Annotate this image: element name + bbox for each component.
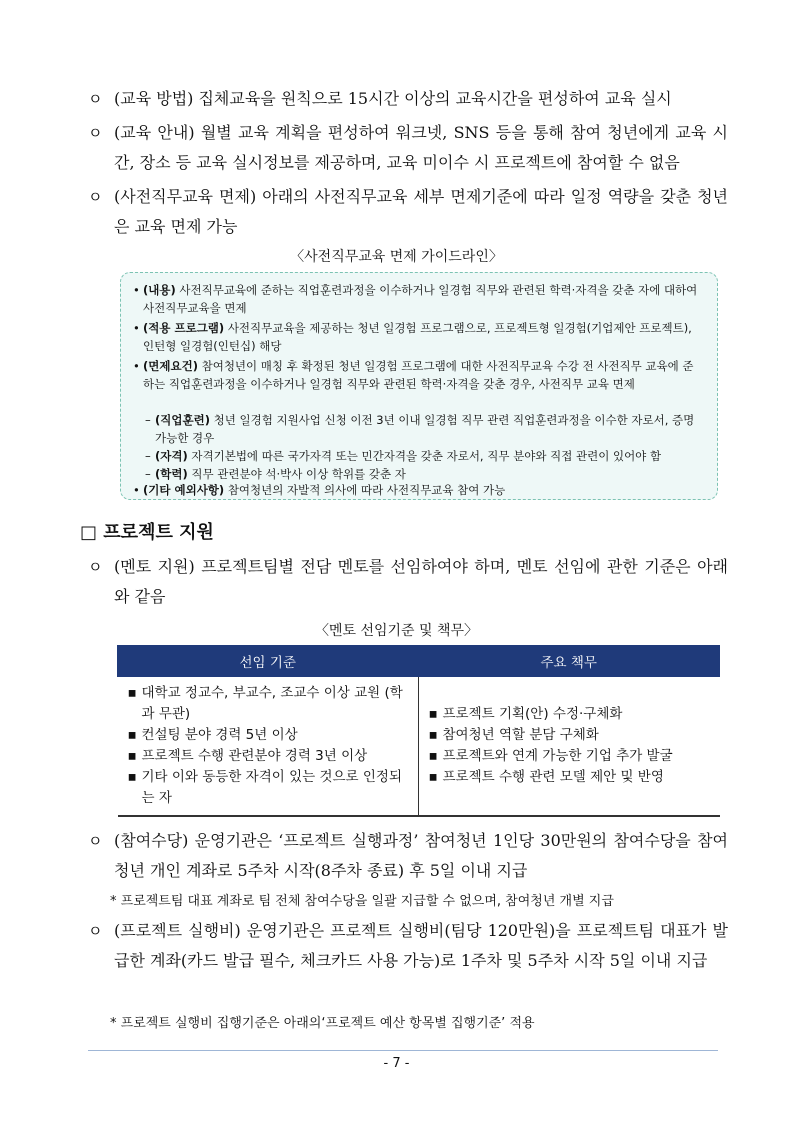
guide-subitem-text: 청년 일경험 지원사업 신청 이전 3년 이내 일경험 직무 관련 직업훈련과정을 이수한 자로서, 증명 가능한 경우: [155, 413, 695, 445]
criteria-item: ▪ 대학교 정교수, 부교수, 조교수 이상 교원 (학과 무관): [128, 683, 408, 725]
bullet-marker: ㅇ: [88, 558, 103, 576]
criteria-item: ▪ 컨설팅 분야 경력 5년 이상: [128, 725, 408, 746]
duty-item: ▪ 프로젝트 기획(안) 수정·구체화: [429, 704, 710, 725]
guide-subitem: – (직업훈련) 청년 일경험 지원사업 신청 이전 3년 이내 일경험 직무 관련 직업훈련과정을 이수한 자로서, 증명 가능한 경우: [145, 413, 695, 445]
mentor-table: [117, 645, 720, 817]
guide-item: • (기타 예외사항) 참여청년의 자발적 의사에 따라 사전직무교육 참여 가능: [133, 483, 506, 497]
guide-item-text: 참여청년이 매칭 후 확정된 청년 일경험 프로그램에 대한 사전직무교육 수강 전 사전직무 교육에 준하는 직업훈련과정을 이수하거나 일경험 직무와 관련된 학력·자격을 갖춘 경우, 사전직무 교육 면제: [143, 359, 694, 391]
paragraph-exemption: [88, 182, 728, 242]
paragraph-text: (교육 안내) 월별 교육 계획을 편성하여 워크넷, SNS 등을 통해 참여 청년에게 교육 시간, 장소 등 교육 실시정보를 제공하며, 교육 미이수 시 프로젝트에 참여할 수 없음: [114, 123, 728, 172]
mentor-table-caption: 〈멘토 선임기준 및 책무〉: [314, 623, 479, 639]
guide-caption: 〈사전직무교육 면제 가이드라인〉: [290, 249, 503, 265]
bullet-marker: ㅇ: [88, 188, 103, 206]
guide-item-label: (적용 프로그램): [143, 321, 225, 335]
section-heading: [80, 518, 214, 544]
guide-subitem: – (자격) 자격기본법에 따른 국가자격 또는 민간자격을 갖춘 자로서, 직무 분야와 직접 관련이 있어야 함: [145, 449, 662, 463]
guide-item-label: (내용): [143, 283, 176, 297]
duty-item: ▪ 프로젝트 수행 관련 모델 제안 및 반영: [429, 767, 710, 788]
paragraph-mentor: [88, 552, 728, 612]
note-allowance: * 프로젝트팀 대표 계좌로 팀 전체 참여수당을 일괄 지급할 수 없으며, 참여청년 개별 지급: [110, 894, 614, 909]
guide-item: • (내용) 사전직무교육에 준하는 직업훈련과정을 이수하거나 일경험 직무와 관련된 학력·자격을 갖춘 자에 대하여 사전직무교육을 면제: [133, 283, 698, 315]
guide-subitem-label: (직업훈련): [155, 413, 210, 427]
paragraph-text: (참여수당) 운영기관은 ‘프로젝트 실행과정’ 참여청년 1인당 30만원의 참여수당을 참여청년 개인 계좌로 5주차 시작(8주차 종료) 후 5일 이내 지급: [114, 831, 728, 880]
bullet-marker: ㅇ: [88, 832, 103, 850]
duty-item: ▪ 프로젝트와 연계 가능한 기업 추가 발굴: [429, 746, 710, 767]
note-project-budget: * 프로젝트 실행비 집행기준은 아래의‘프로젝트 예산 항목별 집행기준’ 적용: [110, 1016, 535, 1031]
paragraph-project-budget: [88, 916, 728, 976]
criteria-cell: [118, 677, 419, 817]
criteria-item: ▪ 기타 이와 동등한 자격이 있는 것으로 인정되는 자: [128, 767, 408, 809]
paragraph-education-method: [88, 84, 728, 114]
section-box-icon: □: [80, 522, 98, 543]
duty-item: ▪ 참여청년 역할 분담 구체화: [429, 725, 710, 746]
bullet-marker: ㅇ: [88, 922, 103, 940]
paragraph-text: (사전직무교육 면제) 아래의 사전직무교육 세부 면제기준에 따라 일정 역량을 갖춘 청년은 교육 면제 가능: [114, 187, 728, 236]
page-number: - 7 -: [383, 1056, 410, 1071]
guide-item: • (면제요건) 참여청년이 매칭 후 확정된 청년 일경험 프로그램에 대한 사전직무교육 수강 전 사전직무 교육에 준하는 직업훈련과정을 이수하거나 일경험 직무와 관련된 학력·자격을 갖춘 경우, 사전직무 교육 면제: [133, 359, 694, 391]
paragraph-allowance: [88, 826, 728, 886]
bullet-marker: ㅇ: [88, 124, 103, 142]
guide-item-label: (면제요건): [143, 359, 198, 373]
table-header-duties: 주요 책무: [418, 646, 720, 677]
duties-cell: [418, 677, 720, 817]
paragraph-text: (프로젝트 실행비) 운영기관은 프로젝트 실행비(팀당 120만원)을 프로젝트팀 대표가 발급한 계좌(카드 발급 필수, 체크카드 사용 가능)로 1주차 및 5주차 시작 5일 이내 지급: [114, 921, 728, 970]
paragraph-text: (멘토 지원) 프로젝트팀별 전담 멘토를 선임하여야 하며, 멘토 선임에 관한 기준은 아래와 같음: [114, 557, 728, 606]
bullet-marker: ㅇ: [88, 90, 103, 108]
exemption-guideline-box: [120, 272, 718, 500]
guide-item-label: (기타 예외사항): [143, 483, 225, 497]
criteria-item: ▪ 프로젝트 수행 관련분야 경력 3년 이상: [128, 746, 408, 767]
guide-subitem-text: 자격기본법에 따른 국가자격 또는 민간자격을 갖춘 자로서, 직무 분야와 직접 관련이 있어야 함: [187, 449, 662, 463]
table-header-criteria: 선임 기준: [118, 646, 419, 677]
guide-item-text: 사전직무교육에 준하는 직업훈련과정을 이수하거나 일경험 직무와 관련된 학력·자격을 갖춘 자에 대하여 사전직무교육을 면제: [143, 283, 698, 315]
section-title: 프로젝트 지원: [103, 522, 214, 543]
guide-item-text: 참여청년의 자발적 의사에 따라 사전직무교육 참여 가능: [224, 483, 506, 497]
paragraph-text: (교육 방법) 집체교육을 원칙으로 15시간 이상의 교육시간을 편성하여 교육 실시: [114, 89, 672, 108]
paragraph-education-guide: [88, 118, 728, 178]
guide-subitem-label: (학력): [155, 467, 188, 481]
guide-subitem-label: (자격): [155, 449, 188, 463]
guide-item: • (적용 프로그램) 사전직무교육을 제공하는 청년 일경험 프로그램으로, 프로젝트형 일경험(기업제안 프로젝트), 인턴형 일경험(인턴십) 해당: [133, 321, 692, 353]
footer-divider: [88, 1050, 718, 1051]
guide-subitem-text: 직무 관련분야 석·박사 이상 학위를 갖춘 자: [187, 467, 406, 481]
guide-item-text: 사전직무교육을 제공하는 청년 일경험 프로그램으로, 프로젝트형 일경험(기업제안 프로젝트), 인턴형 일경험(인턴십) 해당: [143, 321, 692, 353]
guide-subitem: – (학력) 직무 관련분야 석·박사 이상 학위를 갖춘 자: [145, 467, 406, 481]
